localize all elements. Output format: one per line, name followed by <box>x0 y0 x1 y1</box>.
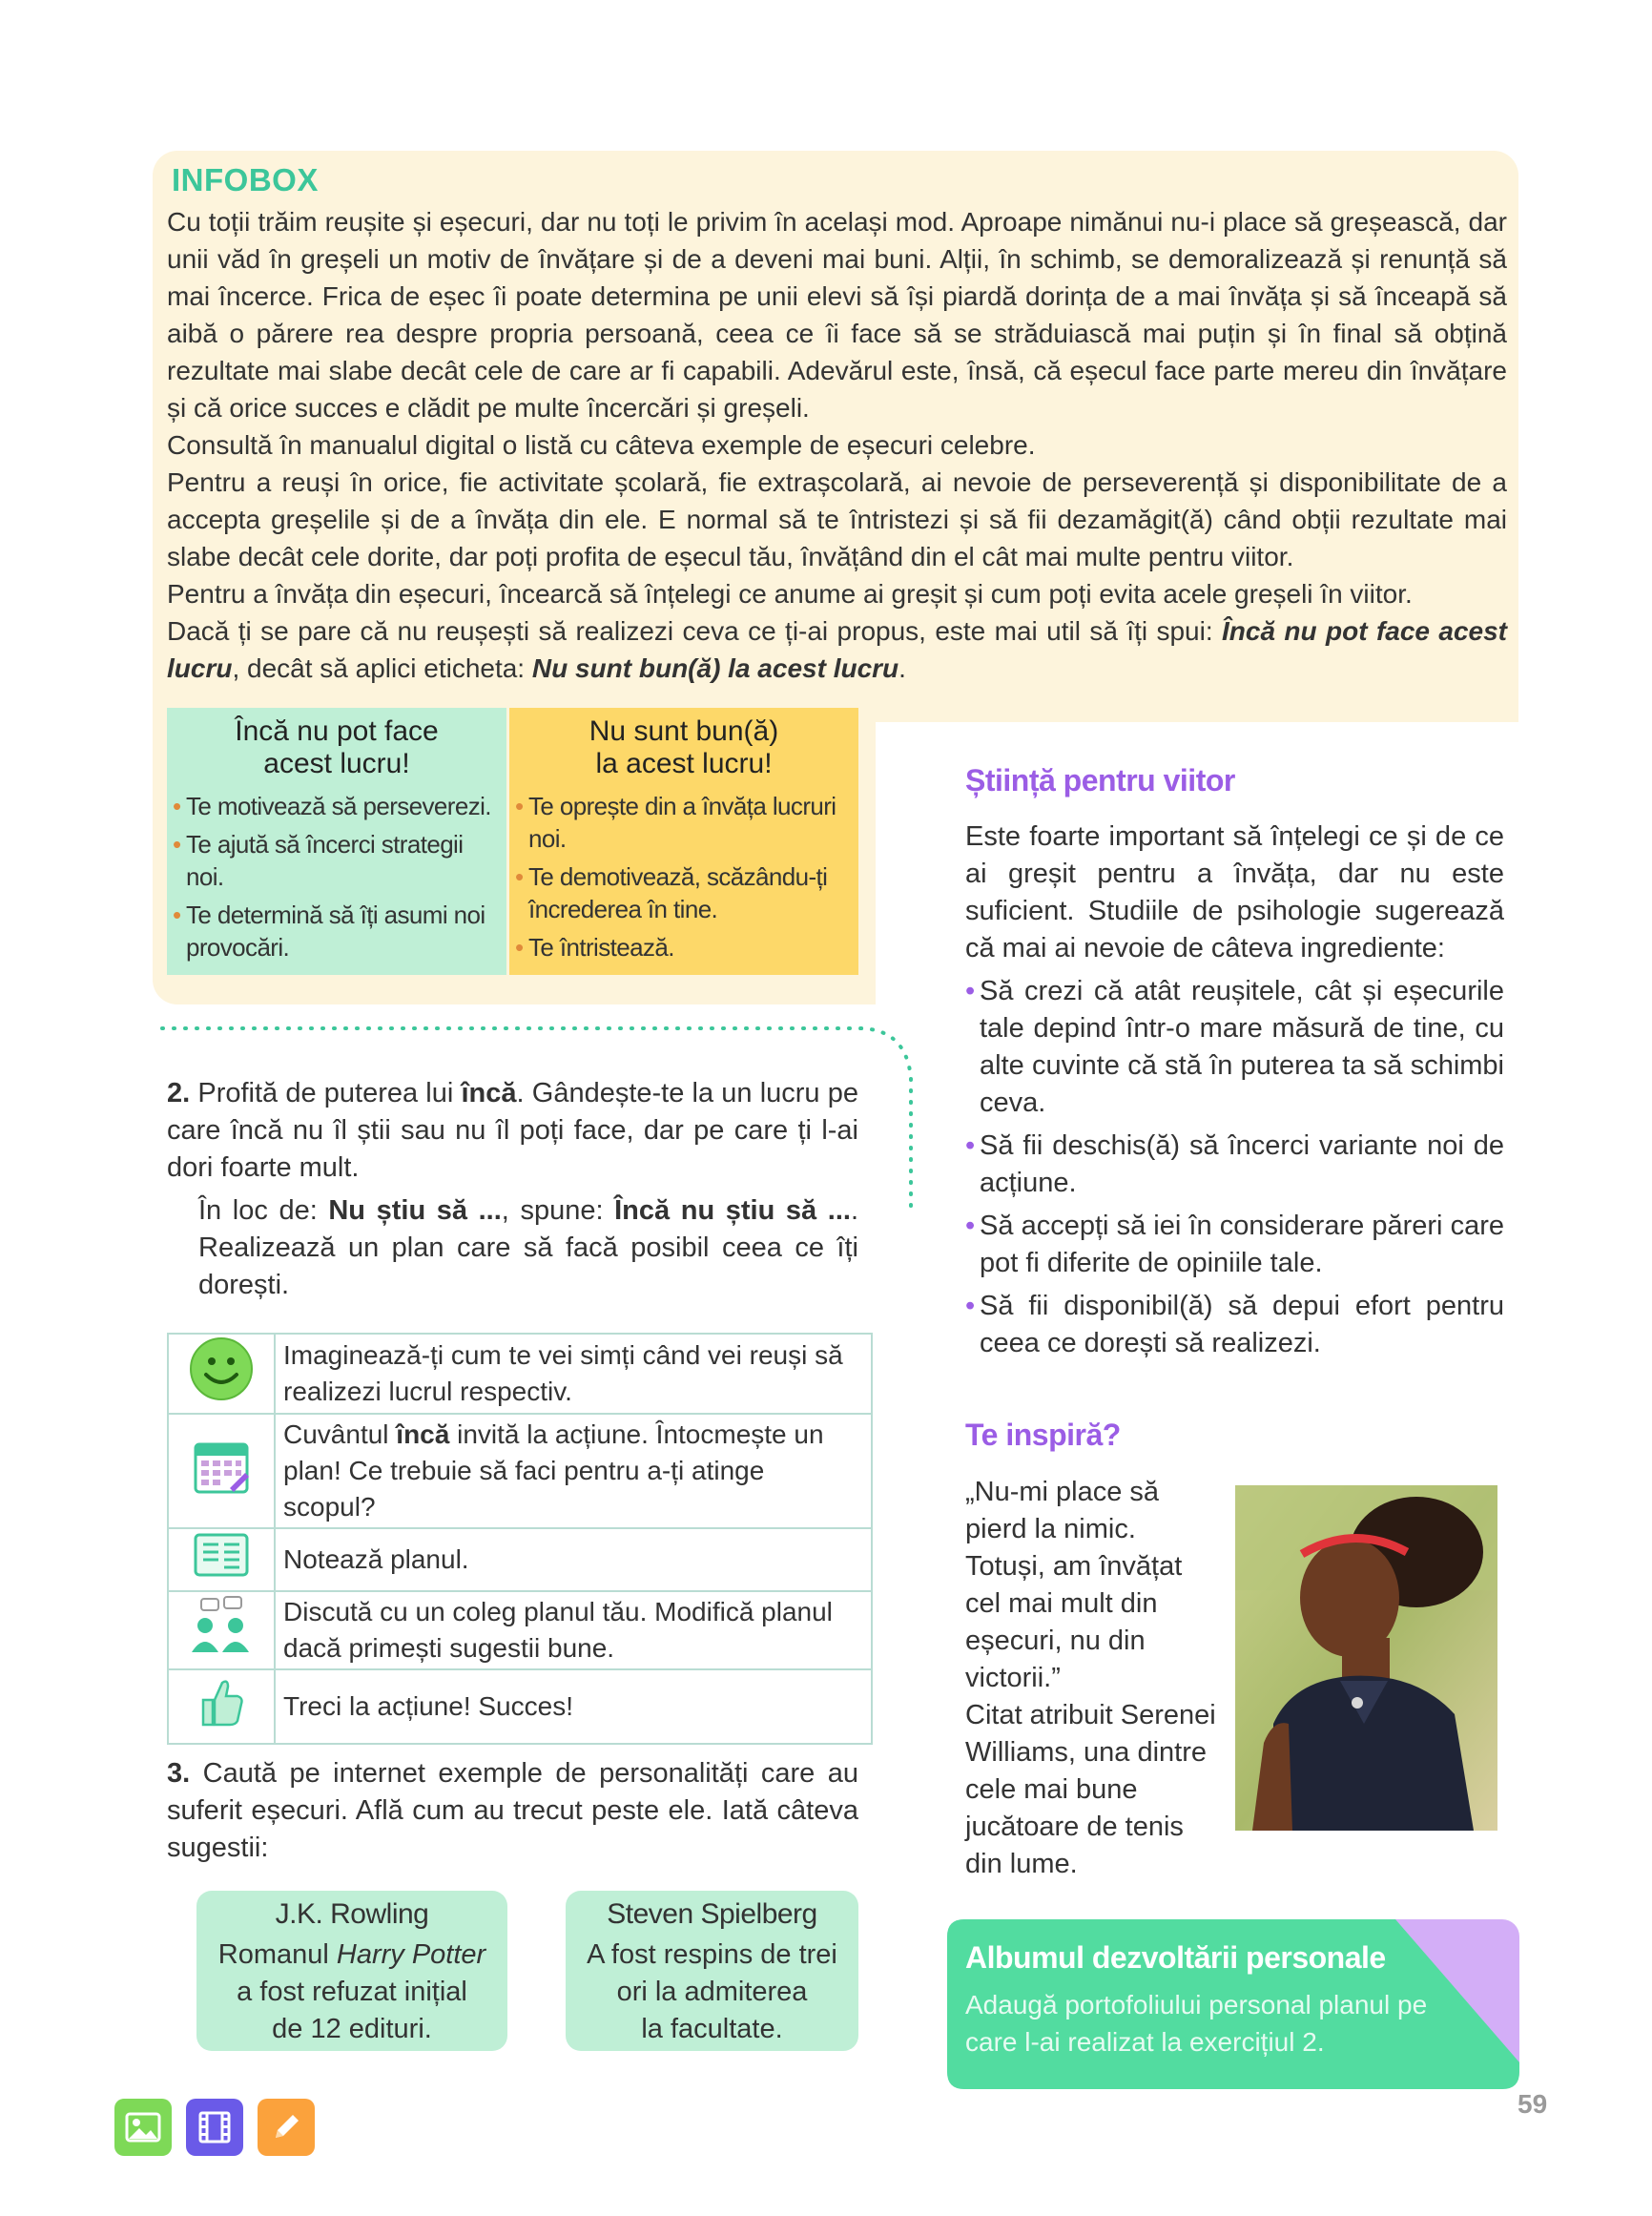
comparison-heading <box>509 715 858 780</box>
step-text <box>275 1669 872 1744</box>
exercise-number: 3. <box>167 1758 191 1789</box>
emphasis: Nu sunt bun(ă) la acest lucru <box>531 653 899 683</box>
list-item: • Te demotivează, scăzându-ți încrederea în tine. <box>528 860 851 925</box>
infobox-title: INFOBOX <box>172 162 319 197</box>
infobox-paragraph: Cu toții trăim reușite și eșecuri, dar nu toți le privim în același mod. Aproape nimănui nu-i place să greșească, dar unii văd în greșeli un motiv de învățare și de a deveni mai buni. Alții, în schimb, se demoralizează și renunță să mai încerce. Frica de eșec îi poate determina pe unii elevi să își piardă dorința de a mai învăța și să înceapă să aibă o părere rea despre propria persoană, ceea ce îi face să se străduiască mai puțin și în final să obțină rezultate mai slabe decât cele de care ar fi capabili. Adevărul este, însă, că eșecul face parte mereu din învățare și că orice succes e clădit pe multe încercări și greșeli. <box>167 207 1507 423</box>
card-body <box>196 1936 507 2048</box>
heading-line: acest lucru! <box>263 748 410 779</box>
emphasis: Încă nu pot face acest lucru <box>167 616 1508 683</box>
list-item: • Te ajută să încerci strategii noi. <box>186 828 499 893</box>
comparison-list <box>167 790 506 963</box>
text-run: . <box>898 653 906 683</box>
film-icon <box>197 2110 232 2144</box>
text-run: Imaginează-ți cum te vei simți când vei reuși să realizezi lucrul respectiv. <box>283 1340 843 1406</box>
table-row <box>168 1334 872 1414</box>
list-item: • Să crezi că atât reușitele, cât și eșecurile tale depind într-o mare măsură de tine, cu alte cuvinte că stă în puterea ta să schimbi ceva. <box>980 973 1504 1122</box>
comparison-heading <box>167 715 506 780</box>
list-item: • Te întristează. <box>528 931 851 963</box>
discussion-icon <box>168 1591 275 1669</box>
table-row <box>168 1528 872 1591</box>
example-card-spielberg <box>566 1891 858 2051</box>
science-intro: Este foarte important să înțelegi ce și de ce ai greșit pentru a învăța, dar nu este suficient. Studiile de psihologie sugerează că mai ai nevoie de câteva ingrediente: <box>965 821 1504 963</box>
quote-attribution: Citat atribuit Serenei Williams, una dintre cele mai bune jucătoare de tenis din lume. <box>965 1700 1216 1879</box>
science-list <box>965 973 1504 1362</box>
card-title: Steven Spielberg <box>607 1898 817 1930</box>
list-item: • Să fii disponibil(ă) să depui efort pentru ceea ce dorești să realizezi. <box>980 1288 1504 1362</box>
comparison-column-not-good <box>509 708 858 975</box>
text-run: Discută cu un coleg planul tău. Modifică planul dacă primești sugestii bune. <box>283 1597 833 1663</box>
list-item: • Să accepți să iei în considerare păreri care pot fi diferite de opiniile tale. <box>980 1208 1504 1282</box>
emphasis: Nu știu să ... <box>328 1195 502 1226</box>
text-run: invită la acțiune. Întocmește un plan! Ce trebuie să faci pentru a-ți atinge scopul? <box>283 1419 824 1522</box>
list-item: • Te determină să îți asumi noi provocări. <box>186 899 499 963</box>
text-run: Romanul <box>217 1939 337 1970</box>
infobox-paragraph <box>167 612 1507 687</box>
text-run: Profită de puterea lui <box>190 1078 462 1108</box>
tennis-player-photo <box>1235 1485 1497 1831</box>
heading-line: Încă nu pot face <box>235 715 439 747</box>
table-row <box>168 1669 872 1744</box>
exercise-number: 2. <box>167 1078 191 1108</box>
card-line: a fost refuzat inițial <box>237 1977 467 2007</box>
edit-exercise-button[interactable] <box>258 2099 315 2156</box>
step-text <box>275 1591 872 1669</box>
infobox-paragraph: Pentru a învăța din eșecuri, încearcă să înțelegi ce anume ai greșit și cum poți evita acele greșeli în viitor. <box>167 579 1413 609</box>
science-text <box>965 818 1504 1368</box>
card-title: J.K. Rowling <box>275 1898 429 1930</box>
infobox-paragraph: Consultă în manualul digital o listă cu câteva exemple de eșecuri celebre. <box>167 430 1036 460</box>
example-card-rowling <box>196 1891 507 2051</box>
list-item: • Te motivează să perseverezi. <box>186 790 499 822</box>
text-run: Cuvântul <box>283 1419 397 1449</box>
inspire-text <box>965 1474 1223 1883</box>
table-row <box>168 1414 872 1528</box>
infobox-paragraph: Pentru a reuși în orice, fie activitate școlară, fie extrașcolară, ai nevoie de perseverență și disponibilitate de a accepta greșelile și de a învăța din ele. E normal să te întristezi și să fii dezamăgit(ă) când obții rezultate mai slabe decât cele dorite, dar poți profita de eșecul tău, învățând din el cât mai multe pentru viitor. <box>167 467 1507 571</box>
card-line: A fost respins de trei <box>587 1939 837 1970</box>
text-run: Notează planul. <box>283 1544 469 1574</box>
text-run: . Realizează un plan care să facă posibil ceea ce îți dorești. <box>198 1195 859 1300</box>
text-run: . Gândește-te la un lucru pe care încă nu îl știi sau nu îl poți face, dar pe care ți l-ai dori foarte mult. <box>167 1078 858 1183</box>
table-row <box>168 1591 872 1669</box>
text-run: , decât să aplici eticheta: <box>232 653 532 683</box>
thumbs-up-icon <box>168 1669 275 1744</box>
heading-line: la acest lucru! <box>595 748 773 779</box>
infobox-text <box>167 203 1507 687</box>
video-button[interactable] <box>186 2099 243 2156</box>
smiley-icon <box>168 1334 275 1414</box>
exercise-text <box>167 1075 858 1187</box>
image-icon <box>125 2112 161 2143</box>
card-line <box>196 1936 507 1974</box>
list-item: • Să fii deschis(ă) să încerci variante noi de acțiune. <box>980 1128 1504 1202</box>
card-line: ori la admiterea <box>616 1977 808 2007</box>
exercise-2 <box>167 1075 858 1304</box>
text-run: , spune: <box>501 1195 615 1226</box>
step-text <box>275 1334 872 1414</box>
exercise-text: Caută pe internet exemple de personalități care au suferit eșecuri. Află cum au trecut peste ele. Iată câteva sugestii: <box>167 1758 858 1863</box>
pencil-icon <box>270 2111 302 2144</box>
exercise-text <box>167 1192 858 1304</box>
book-title: Harry Potter <box>336 1939 486 1970</box>
album-text: Adaugă portofoliului personal planul pe care l-ai realizat la exercițiul 2. <box>965 1990 1428 2057</box>
emphasis: Încă nu știu să ... <box>614 1195 851 1226</box>
inspire-title: Te inspiră? <box>965 1418 1121 1452</box>
card-body <box>566 1936 858 2048</box>
card-line: la facultate. <box>641 2014 783 2044</box>
heading-line: Nu sunt bun(ă) <box>589 715 779 747</box>
quote: „Nu-mi place să pierd la nimic. Totuși, am învățat cel mai mult din eșecuri, nu din victorii.” <box>965 1477 1183 1693</box>
page-number: 59 <box>1518 2089 1548 2119</box>
step-text <box>275 1528 872 1591</box>
plan-steps-table <box>167 1333 873 1745</box>
science-title: Știință pentru viitor <box>965 763 1235 797</box>
list-item: • Te oprește din a învăța lucruri noi. <box>528 790 851 855</box>
image-gallery-button[interactable] <box>114 2099 172 2156</box>
step-text <box>275 1414 872 1528</box>
emphasis: încă <box>396 1419 450 1449</box>
comparison-list <box>509 790 858 963</box>
calendar-icon <box>168 1414 275 1528</box>
exercise-3 <box>167 1755 858 1867</box>
album-title: Albumul dezvoltării personale <box>965 1940 1386 1975</box>
text-run: Dacă ți se pare că nu reușești să realizezi ceva ce ți-ai propus, este mai util să îți spui: <box>167 616 1223 646</box>
card-line: de 12 edituri. <box>272 2014 432 2044</box>
notes-icon <box>168 1528 275 1591</box>
comparison-column-yet <box>167 708 506 975</box>
text-run: În loc de: <box>198 1195 329 1226</box>
emphasis: încă <box>461 1078 517 1108</box>
text-run: Treci la acțiune! Succes! <box>283 1691 573 1721</box>
